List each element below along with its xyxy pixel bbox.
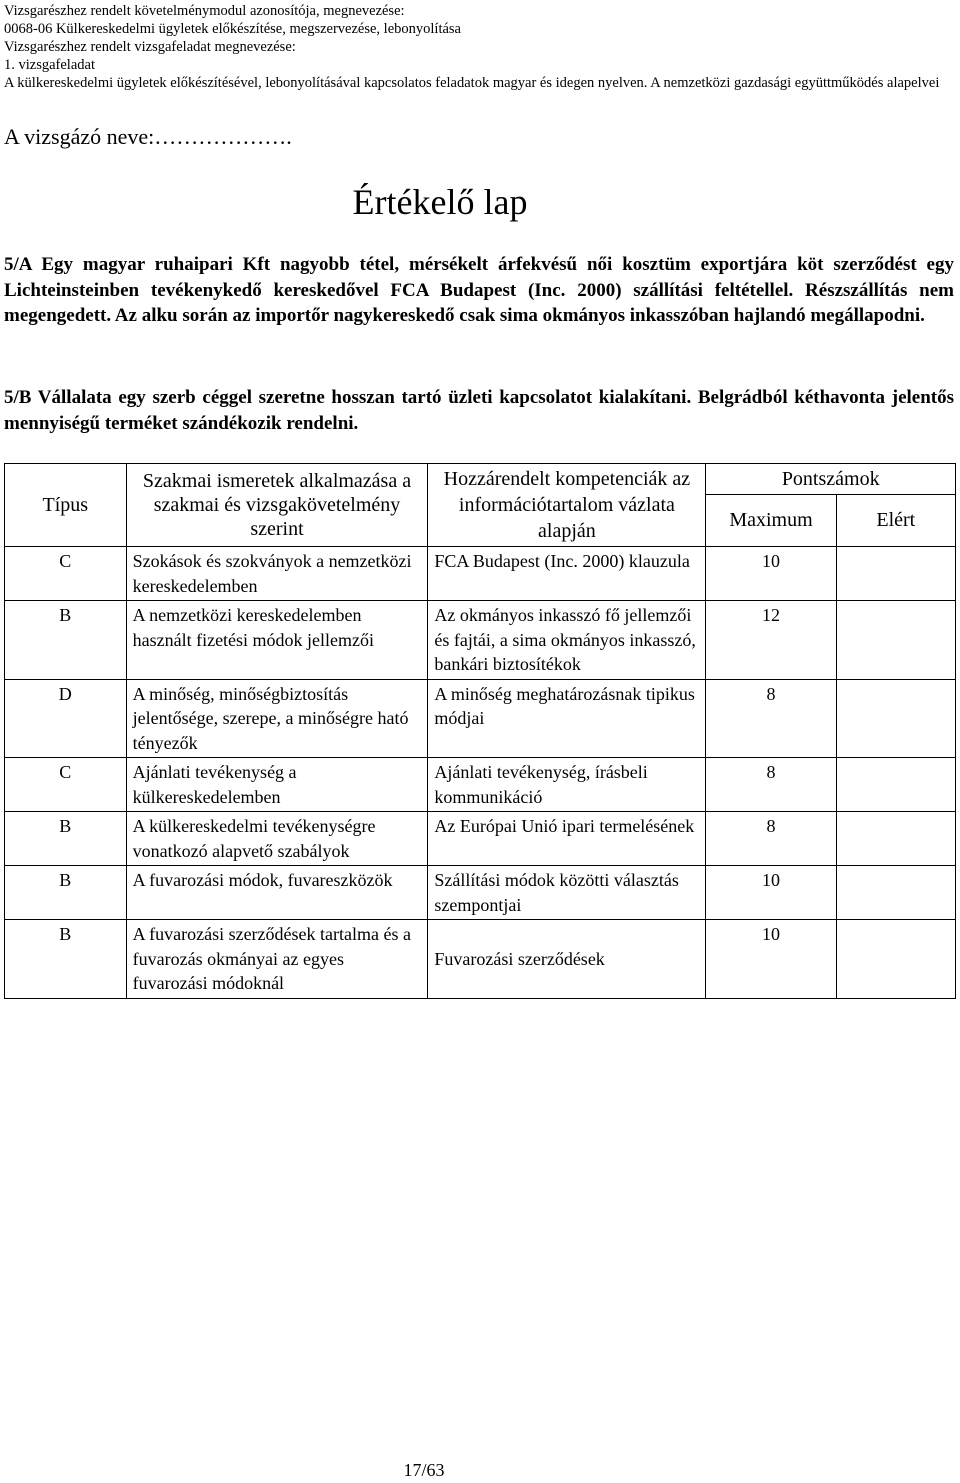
- row-type: C: [5, 547, 127, 601]
- header-maximum: Maximum: [706, 495, 836, 547]
- row-competence: Szállítási módok közötti választás szempontjai: [428, 866, 706, 920]
- row-type: B: [5, 920, 127, 999]
- table-row: [5, 758, 956, 812]
- header-line-task-number: 1. vizsgafeladat: [4, 57, 95, 73]
- row-max-points: 8: [706, 679, 836, 758]
- table-header-row: [5, 464, 956, 495]
- row-max-points: 12: [706, 601, 836, 680]
- row-competence: A minőség meghatározásnak tipikus módjai: [428, 679, 706, 758]
- header-points: Pontszámok: [706, 464, 956, 495]
- task-5b-text: 5/B Vállalata egy szerb céggel szeretne hosszan tartó üzleti kapcsolatot kialakítani. Belgrádból kéthavonta jelentős mennyiségű terméket szándékozik rendelni.: [4, 387, 954, 434]
- page-number: 17/63: [403, 1460, 445, 1480]
- row-achieved-points[interactable]: [836, 601, 955, 680]
- row-skill: A minőség, minőségbiztosítás jelentősége, szerepe, a minőségre ható tényezők: [126, 679, 428, 758]
- row-competence: FCA Budapest (Inc. 2000) klauzula: [428, 547, 706, 601]
- row-achieved-points[interactable]: [836, 812, 955, 866]
- row-type: B: [5, 866, 127, 920]
- header-skill: Szakmai ismeretek alkalmazása a szakmai és vizsgakövetelmény szerint: [126, 464, 428, 547]
- row-skill: A fuvarozási módok, fuvareszközök: [126, 866, 428, 920]
- row-competence: Ajánlati tevékenység, írásbeli kommunikáció: [428, 758, 706, 812]
- row-max-points: 10: [706, 866, 836, 920]
- row-achieved-points[interactable]: [836, 547, 955, 601]
- row-max-points: 8: [706, 812, 836, 866]
- table-row: [5, 866, 956, 920]
- row-competence: Az Európai Unió ipari termelésének: [428, 812, 706, 866]
- table-row: [5, 547, 956, 601]
- row-skill: Ajánlati tevékenység a külkereskedelemben: [126, 758, 428, 812]
- header-line-task-name: A külkereskedelmi ügyletek előkészítésével, lebonyolításával kapcsolatos feladatok magyar és idegen nyelven. A nemzetközi gazdasági együttműködés alapelvei: [4, 75, 940, 91]
- row-skill: Szokások és szokványok a nemzetközi kereskedelemben: [126, 547, 428, 601]
- table-row: [5, 920, 956, 999]
- row-skill: A nemzetközi kereskedelemben használt fizetési módok jellemzői: [126, 601, 428, 680]
- document-header: [4, 2, 954, 92]
- header-line-task-label: Vizsgarészhez rendelt vizsgafeladat megnevezése:: [4, 39, 296, 55]
- table-row: [5, 601, 956, 680]
- evaluation-table: [4, 463, 956, 999]
- row-skill: A fuvarozási szerződések tartalma és a fuvarozás okmányai az egyes fuvarozási módoknál: [126, 920, 428, 999]
- row-competence: Az okmányos inkasszó fő jellemzői és fajtái, a sima okmányos inkasszó, bankári biztosítékok: [428, 601, 706, 680]
- header-line-module: 0068-06 Külkereskedelmi ügyletek előkészítése, megszervezése, lebonyolítása: [4, 21, 461, 37]
- row-skill: A külkereskedelmi tevékenységre vonatkozó alapvető szabályok: [126, 812, 428, 866]
- header-achieved: Elért: [836, 495, 955, 547]
- row-max-points: 10: [706, 547, 836, 601]
- row-max-points: 10: [706, 920, 836, 999]
- row-type: B: [5, 601, 127, 680]
- header-type: Típus: [5, 464, 127, 547]
- row-achieved-points[interactable]: [836, 679, 955, 758]
- row-achieved-points[interactable]: [836, 758, 955, 812]
- header-competence: Hozzárendelt kompetenciák az információtartalom vázlata alapján: [428, 464, 706, 547]
- row-achieved-points[interactable]: [836, 866, 955, 920]
- page-title: Értékelő lap: [352, 182, 528, 222]
- task-5a-text: 5/A Egy magyar ruhaipari Kft nagyobb tétel, mérsékelt árfekvésű női kosztüm exportjára köt szerződést egy Lichteinsteinben tevékenykedő kereskedővel FCA Budapest (Inc. 2000) szállítási feltétellel. Részszállítás nem megengedett. Az alku során az importőr nagykereskedő csak sima okmányos inkasszóban hajlandó megállapodni.: [4, 254, 954, 326]
- table-row: [5, 679, 956, 758]
- header-line-module-label: Vizsgarészhez rendelt követelménymodul azonosítója, megnevezése:: [4, 3, 405, 19]
- row-max-points: 8: [706, 758, 836, 812]
- row-type: D: [5, 679, 127, 758]
- row-type: B: [5, 812, 127, 866]
- row-competence: Fuvarozási szerződések: [428, 920, 706, 999]
- row-type: C: [5, 758, 127, 812]
- table-row: [5, 812, 956, 866]
- examinee-name-line: A vizsgázó neve:……………….: [4, 124, 292, 149]
- row-achieved-points[interactable]: [836, 920, 955, 999]
